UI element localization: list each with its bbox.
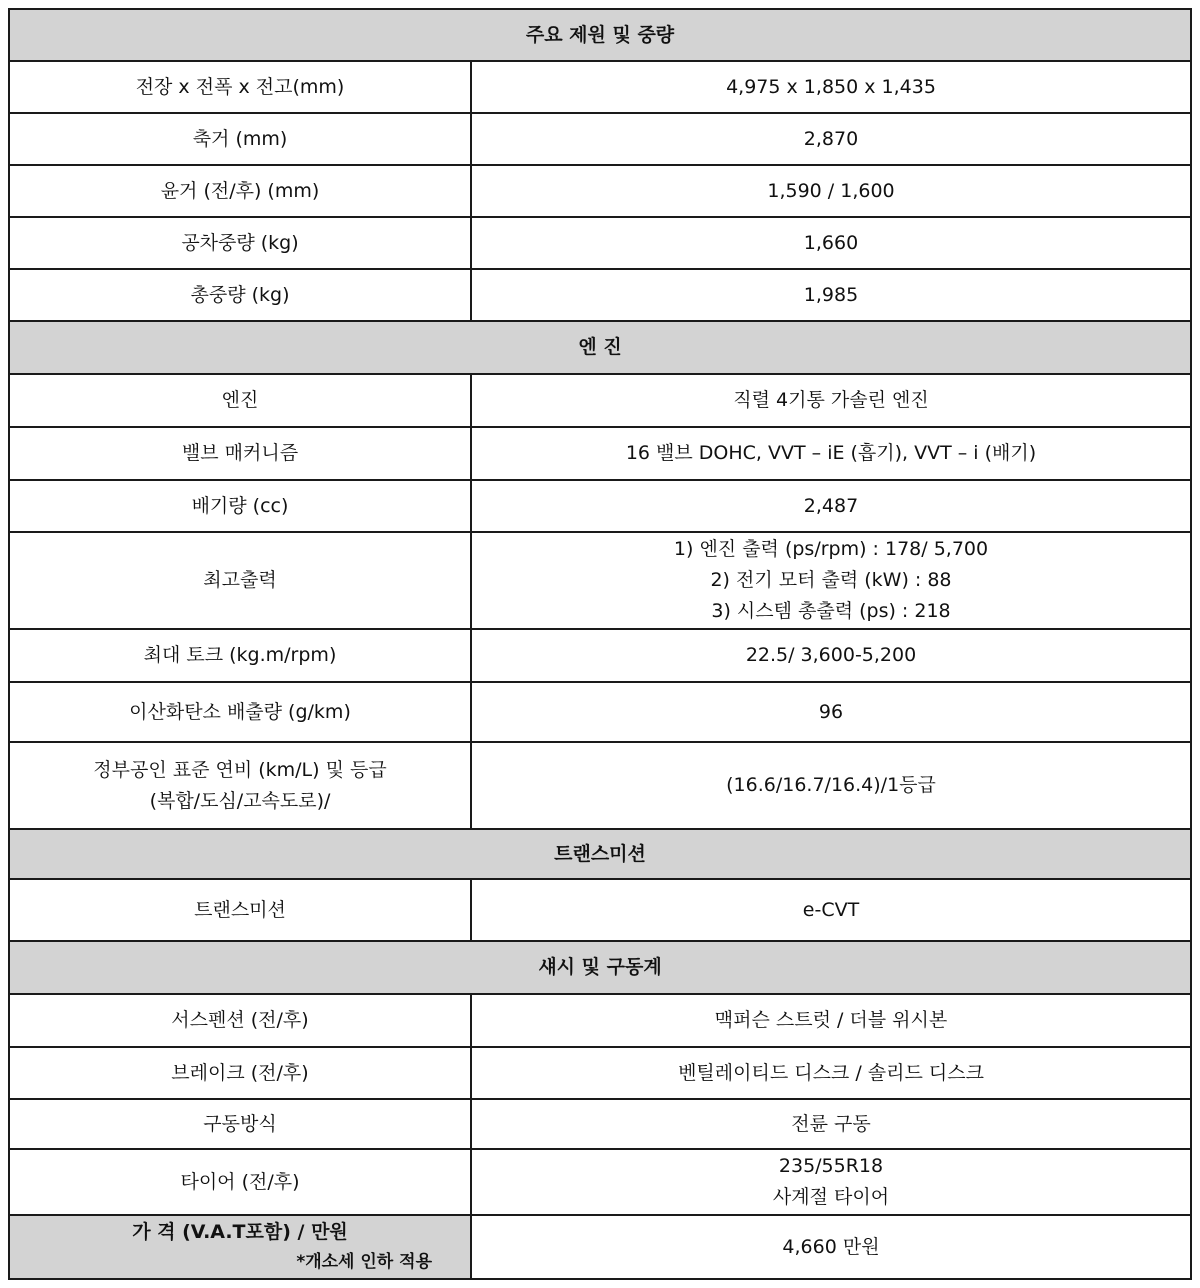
spec-value: (16.6/16.7/16.4)/1등급	[471, 742, 1191, 829]
spec-value: 22.5/ 3,600-5,200	[471, 629, 1191, 682]
spec-label: 총중량 (kg)	[9, 269, 471, 321]
spec-value: 벤틸레이티드 디스크 / 솔리드 디스크	[471, 1047, 1191, 1099]
table-row	[9, 994, 1191, 1047]
spec-label: 밸브 매커니즘	[9, 427, 471, 480]
spec-value: 96	[471, 682, 1191, 742]
spec-label: 배기량 (cc)	[9, 480, 471, 532]
spec-label: 타이어 (전/후)	[9, 1149, 471, 1215]
section-header-engine	[9, 321, 1191, 374]
price-value: 4,660 만원	[471, 1215, 1191, 1279]
spec-value: 1,590 / 1,600	[471, 165, 1191, 217]
spec-label: 브레이크 (전/후)	[9, 1047, 471, 1099]
table-row	[9, 1149, 1191, 1215]
spec-table	[8, 8, 1192, 1280]
spec-value-line: 235/55R18	[778, 1155, 884, 1177]
table-row	[9, 629, 1191, 682]
spec-value	[471, 1149, 1191, 1215]
table-row	[9, 532, 1191, 629]
price-row	[9, 1215, 1191, 1279]
spec-label: 구동방식	[9, 1099, 471, 1149]
spec-value: e-CVT	[471, 879, 1191, 941]
spec-label-line: (복합/도심/고속도로)/	[149, 789, 331, 812]
spec-value: 맥퍼슨 스트럿 / 더블 위시본	[471, 994, 1191, 1047]
spec-value: 2,870	[471, 113, 1191, 165]
table-row	[9, 1047, 1191, 1099]
spec-value-line: 1) 엔진 출력 (ps/rpm) : 178/ 5,700	[673, 538, 989, 560]
table-row	[9, 480, 1191, 532]
spec-label-line: 정부공인 표준 연비 (km/L) 및 등급	[93, 758, 387, 781]
spec-label	[9, 742, 471, 829]
section-title: 트랜스미션	[9, 829, 1191, 879]
spec-label: 서스펜션 (전/후)	[9, 994, 471, 1047]
section-title: 주요 제원 및 중량	[9, 9, 1191, 61]
spec-label: 공차중량 (kg)	[9, 217, 471, 269]
spec-value-line: 3) 시스템 총출력 (ps) : 218	[711, 600, 951, 622]
spec-label: 트랜스미션	[9, 879, 471, 941]
table-row	[9, 1099, 1191, 1149]
spec-value: 1,985	[471, 269, 1191, 321]
table-row	[9, 269, 1191, 321]
spec-value-line: 2) 전기 모터 출력 (kW) : 88	[710, 569, 952, 591]
table-row	[9, 113, 1191, 165]
spec-label: 축거 (mm)	[9, 113, 471, 165]
price-label-cell	[9, 1215, 471, 1279]
section-title: 엔 진	[9, 321, 1191, 374]
spec-value	[471, 532, 1191, 629]
spec-label: 최고출력	[9, 532, 471, 629]
spec-value: 4,975 x 1,850 x 1,435	[471, 61, 1191, 113]
section-header-chassis	[9, 941, 1191, 994]
price-label: 가 격 (V.A.T포함) / 만원	[132, 1221, 348, 1243]
table-row	[9, 165, 1191, 217]
spec-value: 2,487	[471, 480, 1191, 532]
section-title: 섀시 및 구동계	[9, 941, 1191, 994]
section-header-transmission	[9, 829, 1191, 879]
spec-value: 직렬 4기통 가솔린 엔진	[471, 374, 1191, 427]
table-row	[9, 374, 1191, 427]
table-row	[9, 217, 1191, 269]
spec-label: 최대 토크 (kg.m/rpm)	[9, 629, 471, 682]
spec-label: 엔진	[9, 374, 471, 427]
spec-label: 전장 x 전폭 x 전고(mm)	[9, 61, 471, 113]
section-header-dimensions	[9, 9, 1191, 61]
table-row	[9, 879, 1191, 941]
price-note: *개소세 인하 적용	[296, 1252, 432, 1272]
spec-value: 1,660	[471, 217, 1191, 269]
spec-value-line: 사계절 타이어	[772, 1186, 890, 1208]
spec-label: 윤거 (전/후) (mm)	[9, 165, 471, 217]
table-row	[9, 742, 1191, 829]
spec-value: 전륜 구동	[471, 1099, 1191, 1149]
spec-label: 이산화탄소 배출량 (g/km)	[9, 682, 471, 742]
table-row	[9, 682, 1191, 742]
table-row	[9, 427, 1191, 480]
spec-value: 16 밸브 DOHC, VVT – iE (흡기), VVT – i (배기)	[471, 427, 1191, 480]
table-row	[9, 61, 1191, 113]
